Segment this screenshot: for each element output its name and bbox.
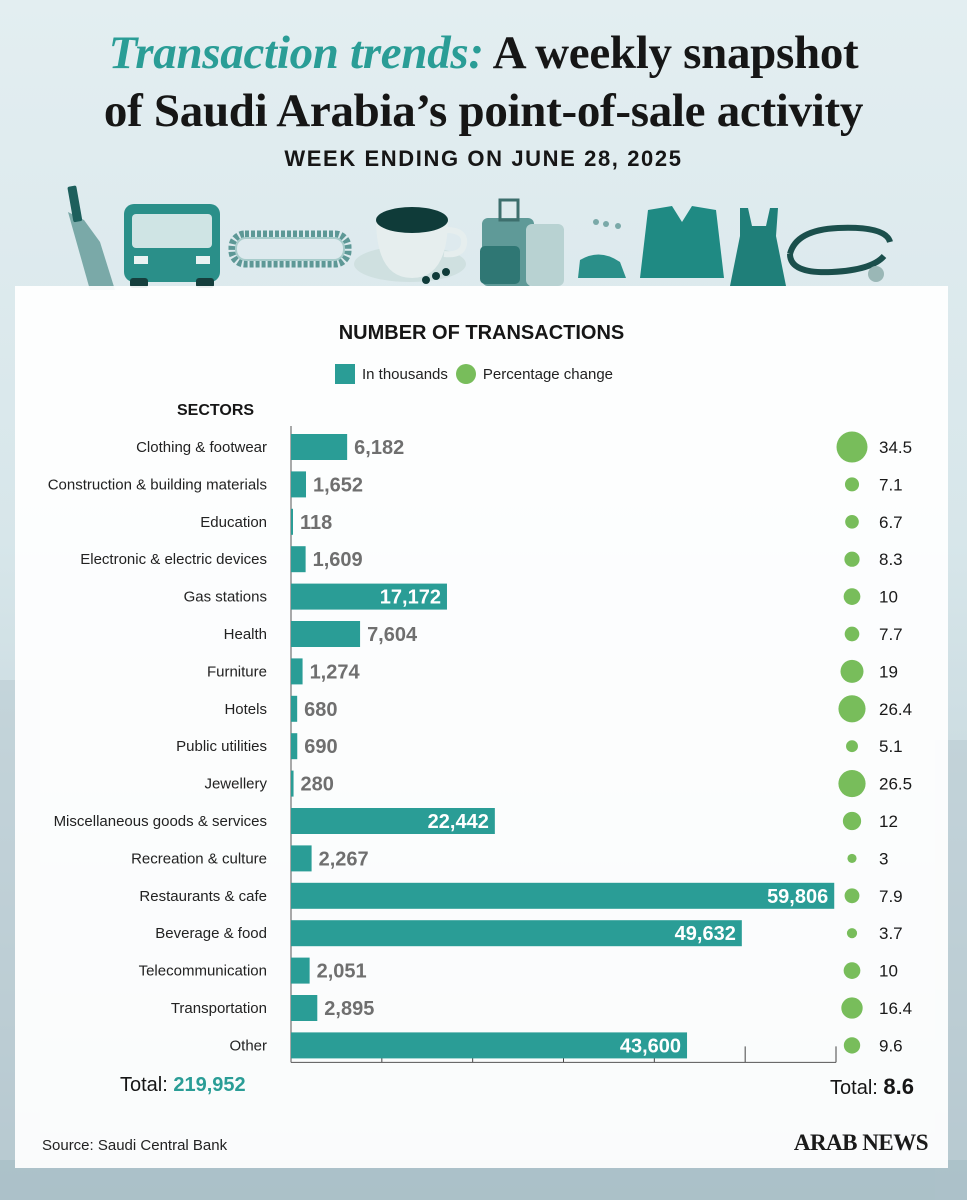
- category-label: Telecommunication: [138, 962, 267, 980]
- pct-change-dot: [847, 928, 857, 938]
- dress-icon: [730, 208, 786, 286]
- bar-value-label: 7,604: [367, 624, 418, 646]
- pct-change-label: 10: [879, 587, 898, 607]
- category-label: Clothing & footwear: [136, 439, 267, 456]
- headline-line2: of Saudi Arabia’s point-of-sale activity: [103, 85, 864, 137]
- brand-logo: ARAB NEWS: [793, 1130, 928, 1155]
- bar-value-label: 43,600: [619, 1035, 682, 1058]
- pct-change-label: 7.9: [879, 886, 903, 906]
- headline-line1: A weekly snapshot: [483, 27, 859, 79]
- source-note: Source: Saudi Central Bank: [42, 1137, 228, 1154]
- pct-change-label: 26.5: [879, 774, 913, 794]
- category-label: Construction & building materials: [47, 476, 267, 494]
- bar-value-label: 2,051: [316, 960, 367, 983]
- pct-change-dot: [846, 740, 858, 752]
- pct-change-label: 7.7: [879, 625, 903, 644]
- headline: [30, 24, 937, 140]
- pct-change-dot: [845, 515, 859, 529]
- bar: [291, 958, 310, 984]
- bar: [291, 883, 834, 909]
- icon-strip: [60, 182, 910, 290]
- pct-change-label: 3.7: [879, 924, 903, 944]
- cardigan-icon: [640, 206, 724, 278]
- pct-change-label: 26.4: [879, 699, 913, 719]
- pct-change-label: 8.3: [879, 550, 903, 570]
- bar: [291, 771, 294, 797]
- pct-change-dot: [844, 1037, 860, 1053]
- bar-value-label: 118: [300, 511, 333, 534]
- bar-value-label: 1,609: [312, 549, 363, 572]
- bus-icon: [124, 204, 220, 288]
- category-label: Public utilities: [176, 738, 267, 756]
- bar: [291, 845, 312, 871]
- bar: [291, 658, 303, 684]
- pct-change-dot: [843, 812, 861, 830]
- bar: [291, 621, 360, 647]
- bar: [291, 995, 317, 1021]
- pct-change-label: 9.6: [879, 1036, 903, 1056]
- total-transactions: [120, 1074, 246, 1097]
- pct-change-dot: [838, 695, 865, 722]
- stethoscope-icon: [790, 228, 890, 282]
- total-transactions-value: 219,952: [173, 1074, 246, 1096]
- legend-label-dots: Percentage change: [482, 365, 614, 383]
- bar: [291, 733, 297, 759]
- bar-value-label: 2,267: [318, 848, 369, 871]
- luggage-icon: [480, 200, 564, 286]
- bracelet-icon: [232, 234, 348, 264]
- sandals-hairclips-icon: [578, 219, 626, 278]
- pct-change-dot: [837, 432, 868, 463]
- pct-change-label: 5.1: [879, 737, 903, 757]
- bar-value-label: 680: [304, 698, 338, 721]
- pct-change-dot: [844, 962, 861, 979]
- pct-change-label: 19: [879, 662, 898, 682]
- pct-change-label: 7.1: [879, 475, 903, 495]
- pct-change-dot: [847, 854, 856, 863]
- chart-panel: [15, 286, 948, 1168]
- bar: [291, 509, 293, 535]
- smartphone-hand-icon: [67, 185, 115, 290]
- category-label: Miscellaneous goods & services: [53, 813, 267, 830]
- total-change-value: 8.6: [883, 1074, 914, 1099]
- category-label: Restaurants & cafe: [139, 887, 267, 905]
- pct-change-label: 12: [879, 812, 898, 831]
- bar-value-label: 6,182: [354, 437, 405, 459]
- category-label: Furniture: [206, 663, 267, 681]
- category-label: Health: [223, 626, 267, 643]
- bar: [291, 434, 347, 460]
- chart-title: NUMBER OF TRANSACTIONS: [338, 322, 625, 344]
- category-label: Jewellery: [204, 775, 267, 793]
- category-label: Hotels: [224, 700, 267, 718]
- category-label: Recreation & culture: [131, 850, 267, 868]
- bar-value-label: 280: [300, 773, 334, 796]
- pct-change-label: 6.7: [879, 512, 903, 532]
- category-label: Transportation: [170, 1000, 267, 1017]
- bar-value-label: 2,895: [324, 998, 375, 1020]
- pct-change-dot: [845, 627, 860, 642]
- bar-value-label: 1,274: [309, 661, 360, 684]
- bar-value-label: 59,806: [767, 885, 829, 908]
- pct-change-label: 10: [879, 961, 898, 981]
- bar-value-label: 17,172: [379, 586, 441, 609]
- pct-change-label: 34.5: [879, 438, 913, 457]
- pct-change-dot: [838, 770, 865, 797]
- bar-chart: [15, 286, 948, 1076]
- pct-change-dot: [844, 588, 861, 605]
- category-label: Education: [200, 513, 267, 531]
- category-label: Other: [229, 1037, 267, 1055]
- category-label: Beverage & food: [155, 925, 267, 943]
- sectors-header: SECTORS: [177, 402, 255, 419]
- category-label: Gas stations: [183, 588, 267, 606]
- headline-accent: Transaction trends:: [108, 27, 484, 79]
- total-change-label: Total:: [830, 1077, 884, 1099]
- total-transactions-label: Total:: [120, 1074, 174, 1096]
- subheadline: WEEK ENDING ON JUNE 28, 2025: [284, 146, 683, 171]
- bar-value-label: 49,632: [674, 923, 736, 946]
- pct-change-dot: [841, 997, 862, 1018]
- pct-change-dot: [845, 477, 859, 491]
- total-percentage-change: [830, 1074, 914, 1100]
- bar-value-label: 690: [304, 736, 338, 759]
- bar-value-label: 22,442: [427, 811, 489, 833]
- pct-change-dot: [840, 660, 863, 683]
- pct-change-dot: [844, 552, 859, 567]
- pct-change-label: 3: [879, 849, 889, 869]
- bar-value-label: 1,652: [313, 474, 364, 497]
- bar: [291, 471, 306, 497]
- pct-change-dot: [845, 888, 860, 903]
- bar: [291, 546, 306, 572]
- pct-change-label: 16.4: [879, 999, 913, 1018]
- coffee-cup-icon: [354, 207, 466, 284]
- legend-label-bars: In thousands: [362, 365, 448, 383]
- category-label: Electronic & electric devices: [80, 551, 267, 569]
- bar: [291, 696, 297, 722]
